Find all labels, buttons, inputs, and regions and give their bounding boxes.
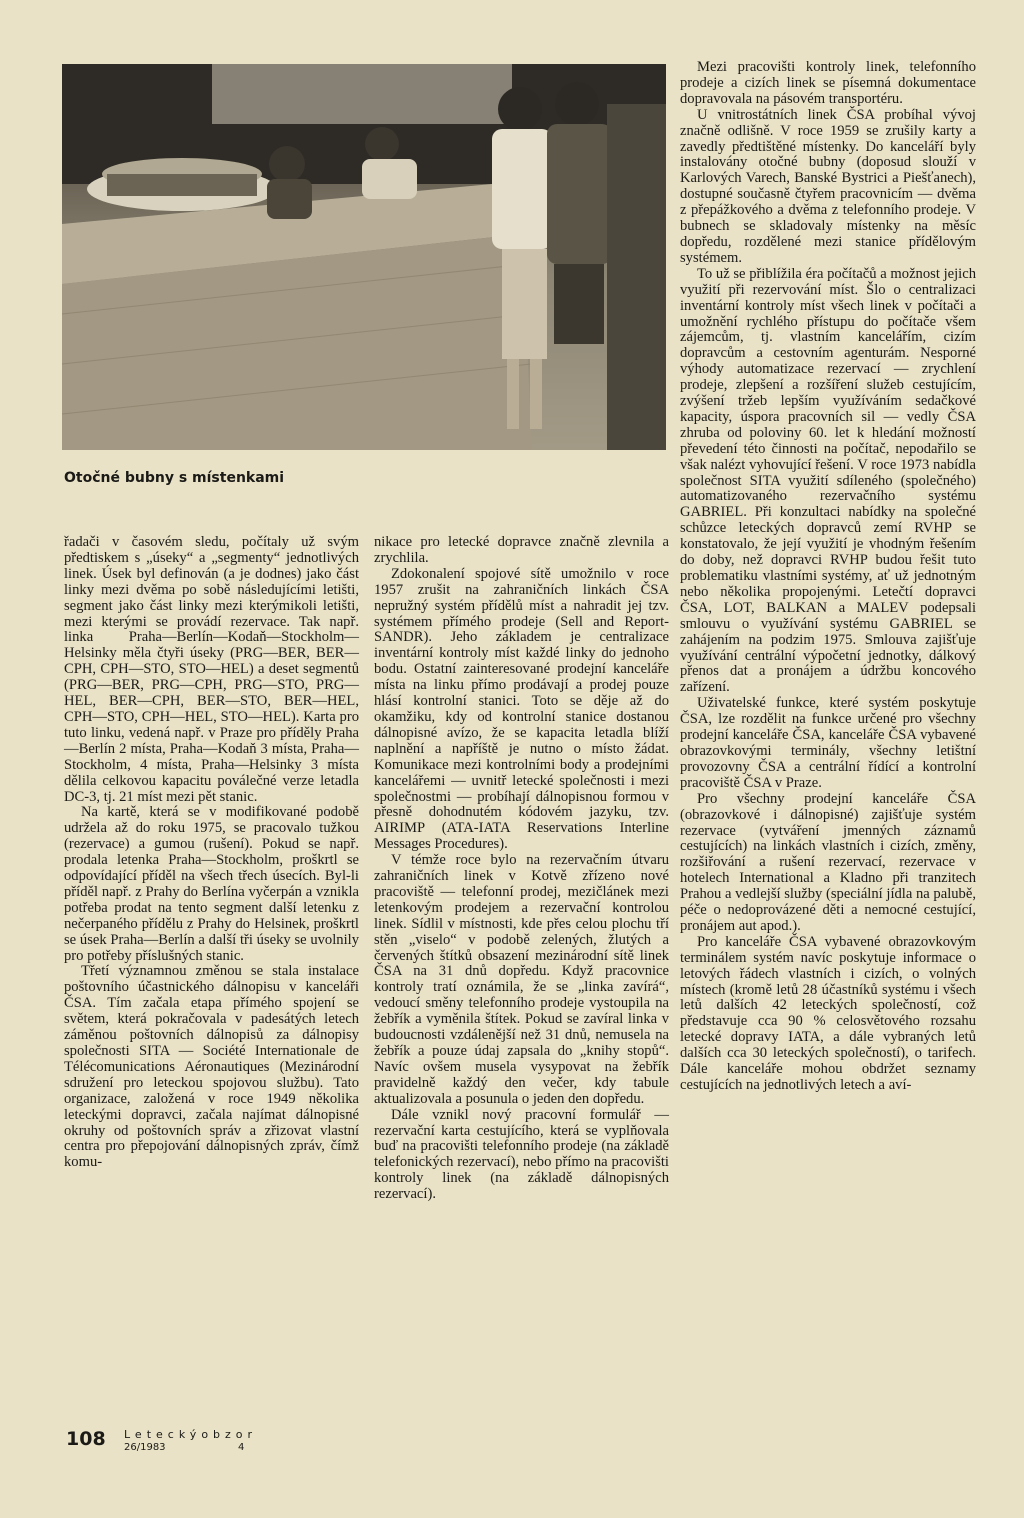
paragraph: nikace pro letecké dopravce značně zlevnila a zrychlila. [374,534,669,566]
photo-illustration [62,64,666,450]
paragraph: Třetí významnou změnou se stala instalace poštovního účastnického dálnopisu v kanceláři ČSA. Tím začala etapa přímého spojení se světem, která pokračovala v padesátých letech záměnou poštovních dálnopisů za dálnopisy společnosti SITA — Société Internationale de Télécomunications Aéronautiques (Mezinárodní sdružení pro leteckou spojovou službu). Tato organizace, založená v roce 1949 několika leteckými dopravci, začala najímat dálnopisné okruhy od poštovních správ a zřizovat vlastní centra pro přepojování dálnopisných zpráv, čímž komu- [64,963,359,1171]
paragraph: V témže roce bylo na rezervačním útvaru zahraničních linek v Kotvě zřízeno nové pracoviště — telefonní prodej, mezičlánek mezi letenkovým prodejem a rezervační kontrolou linek. Sídlil v místnosti, kde přes celou plochu tří stěn „viselo“ v podobě zelených, žlutých a červených štítků obsazení mezinárodní sítě linek ČSA na 31 dnů dopředu. Když pracovnice kontroly tratí oznámila, že se „linka zavírá“, vedoucí směny telefonního prodeje vystoupila na žebřík a vyměnila štítek. Pokud se zavíral linka v budoucnosti vzdálenější než 31 dnů, nemusela na žebřík a pouze údaj zapsala do „knihy stopů“. Navíc ovšem musela vysypovat na žebřík pravidelně každý den večer, kdy tabule aktualizovala a posunula o jeden den dopředu. [374,852,669,1107]
page-number: 108 [66,1428,106,1450]
paragraph: Zdokonalení spojové sítě umožnilo v roce 1957 zrušit na zahraničních linkách ČSA nepružný systém přídělů míst a nahradit jej tzv. systémem přímého prodeje (Sell and Report-SANDR). Jeho základem je centralizace inventární kontroly míst každé linky do jednoho bodu. Ostatní zainteresované prodejní kanceláře místa na linku přímo prodávají a prodej pouze hlásí kontrolní stanici. Toto se děje až do okamžiku, kdy od kontrolní stanice dostanou dálnopisné avízo, že se kapacita letadla blíží naplnění a napříště je nutno o místo žádat. Komunikace mezi kontrolními body a prodejními kancelářemi — uvnitř letecké společnosti i mezi společnostmi — probíhají dálnopisnou formou v přesně dohodnutém kódovém jazyku, tzv. AIRIMP (ATA-IATA Reservations Interline Messages Procedures). [374,565,669,853]
paragraph: Dále vznikl nový pracovní formulář — rezervační karta cestujícího, která se vyplňovala buď na pracovišti telefonního prodeje (na základě telefonických rezervací), nebo přímo na pracovišti kontroly linek (na základě dálnopisných rezervací). [374,1106,669,1203]
issue-page: 4 [238,1442,245,1453]
paragraph: Pro všechny prodejní kanceláře ČSA (obrazovkové i dálnopisné) zajišťuje systém rezervace (vytváření jmenných záznamů cestujících) na linkách vlastních i cizích, změny, rozšiřování a rušení rezervací, rezervace v hotelech International a Kladno při tranzitech Prahou a vedlejší služby (speciální jídla na palubě, péče o nedoprovázené děti a nemocné cestující, pronájem aut apod.). [680,790,976,934]
column-middle [374,535,669,1203]
paragraph: To už se přiblížila éra počítačů a možnost jejich využití při rezervování míst. Šlo o centralizaci inventární kontroly míst všech linek v počítači a umožnění rychlého přístupu do počítače všem zájemcům, tj. vlastním kancelářím, cizím dopravcům a cestovním agenturám. Nesporné výhody automatizace rezervací — zrychlení prodeje, zlepšení a rozšíření služeb cestujícím, zvýšení tržeb lepším využíváním sedačkové kapacity, úspora pracovních sil — vedly ČSA zhruba od poloviny 60. let k hledání možností převedení této činnosti na počítač, nepodařilo se však nalézt vyhovující řešení. V roce 1973 nabídla společnost SITA využití sdíleného (společného) automatizovaného rezervačního systému GABRIEL. Při konzultaci nabídky na společné schůzce leteckých dopravců zemí RVHP se konstatovalo, že její využití je vhodným řešením do doby, než dopravci RVHP budou řešit tuto problematiku vlastními systémy, ať už jednotným nebo několika propojenými. Letečtí dopravci ČSA, LOT, BALKAN a MALEV podepsali smlouvu o využívání systému GABRIEL se zahájením na podzim 1975. Smlouva zajišťuje využívání centrální výpočetní jednotky, dálkový přenos dat a pronájem a údržbu koncového zařízení. [680,265,976,696]
issue-label: 26/1983 [124,1442,166,1453]
paragraph: Mezi pracovišti kontroly linek, telefonního prodeje a cizích linek se písemná dokumentace dopravovala na pásovém transportéru. [680,59,976,107]
column-left [64,535,359,1171]
paragraph: Na kartě, která se v modifikované podobě udržela až do roku 1975, se pracovalo tužkou (rezervace) a gumou (rušení). Pokud se např. prodala letenka Praha—Stockholm, proškrtl se odpovídající příděl na všech třech úsecích. Byl-li příděl např. z Prahy do Berlína vyčerpán a vznikla potřeba prodat na tento segment další letenku z nečerpaného přídělu z Prahy do Helsinek, proškrtl se úsek Praha—Berlín a další tři úseky se uvolnily pro potřeby příslušných stanic. [64,804,359,964]
paragraph: řadači v časovém sledu, počítaly už svým předtiskem s „úseky“ a „segmenty“ jednotlivých linek. Úsek byl definován (a je dodnes) jako část linky mezi dvěma po sobě následujícími letišti, segment jako část linky mezi kterýmikoli letišti, mezi kterými se provádí rezervace. Tak např. linka Praha—Berlín—Kodaň—Stockholm—Helsinky měla čtyři úseky (PRG—BER, BER—CPH, CPH—STO, STO—HEL) a deset segmentů (PRG—BER, PRG—CPH, PRG—STO, PRG—HEL, BER—CPH, BER—STO, BER—HEL, CPH—STO, CPH—HEL, STO—HEL). Karta pro tuto linku, vedená např. v Praze pro příděly Praha—Berlín 2 místa, Praha—Kodaň 3 místa, Praha—Stockholm, 4 místa, Praha—Helsinky 3 místa dělila celkovou kapacitu poválečné verze letadla DC-3, tj. 21 míst mezi pět stanic. [64,534,359,805]
paragraph: Pro kanceláře ČSA vybavené obrazovkovým terminálem systém navíc poskytuje informace o letových řádech vlastních i cizích, o volných místech (kromě letů 28 účastníků systému i všech letů dalších 42 leteckých společností, což představuje cca 90 % celosvětového rozsahu letecké dopravy IATA, a dále vybraných letů dalších cca 30 leteckých společností), o tarifech. Dále kanceláře mohou obdržet seznamy cestujících na jednotlivých letech a aví- [680,933,976,1093]
column-right [680,60,976,1094]
paragraph: U vnitrostátních linek ČSA probíhal vývoj značně odlišně. V roce 1959 se zrušily karty a zavedly předtištěné místenky. Do kanceláří byly instalovány otočné bubny (doposud slouží v Karlových Varech, Banské Bystrici a Piešťanech), dostupné současně čtyřem pracovnicím — dvěma z přepážkového a dvěma z telefonního prodeje. V bubnech se skladovaly místenky na měsíc dopředu, rozdělené mezi stanice přídělovým systémem. [680,106,976,266]
photo-reservation-counter [62,64,666,450]
photo-caption: Otočné bubny s místenkami [64,470,285,486]
magazine-title: Leteckýobzor [124,1428,258,1441]
paragraph: Uživatelské funkce, které systém poskytuje ČSA, lze rozdělit na funkce určené pro všechny prodejní kanceláře ČSA, kanceláře ČSA vybavené obrazovkovými terminály, všechny letištní provozovny ČSA a centrální řídící a kontrolní pracoviště ČSA v Praze. [680,695,976,791]
